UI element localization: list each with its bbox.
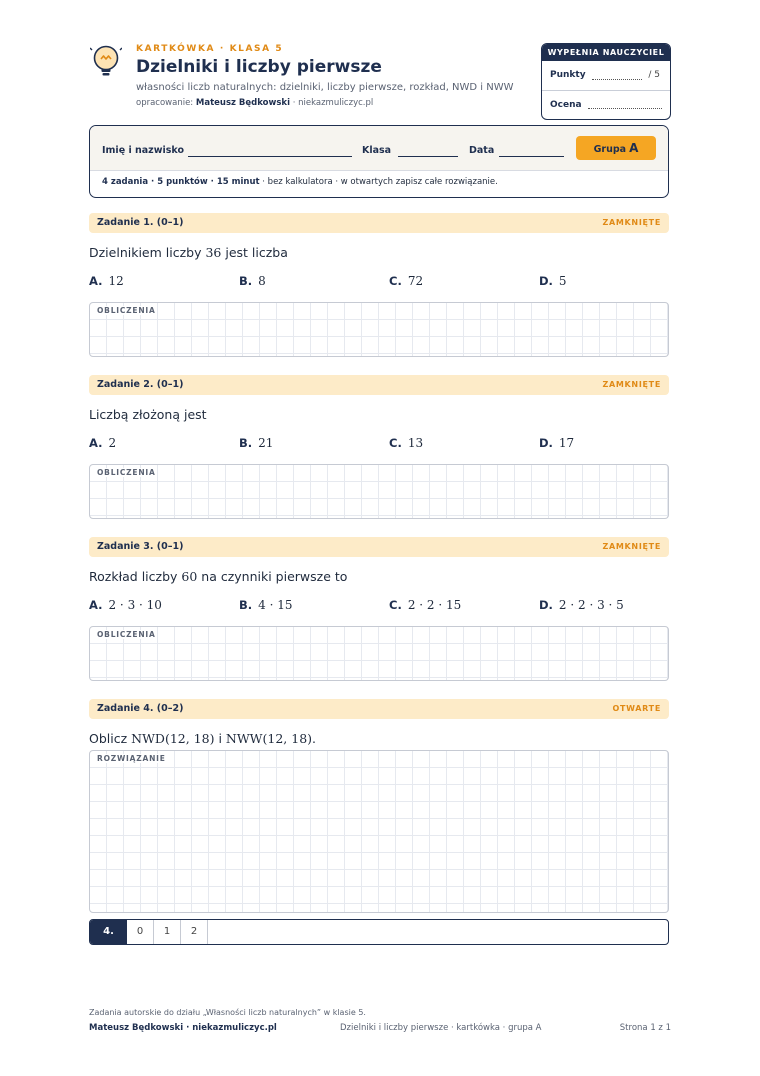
page-number: Strona 1 z 1 bbox=[619, 1023, 671, 1033]
task-2-question bbox=[89, 407, 207, 422]
task-2-answer-c[interactable] bbox=[389, 436, 423, 450]
task-1-header bbox=[89, 213, 669, 233]
student-info-box bbox=[89, 125, 669, 198]
task-4-question bbox=[89, 731, 316, 746]
task-1-name: Zadanie 1. (0–1) bbox=[97, 217, 184, 228]
class-label: Klasa bbox=[362, 145, 392, 156]
answer-value: 5 bbox=[558, 274, 567, 288]
author-site: · niekazmuliczyc.pl bbox=[292, 98, 374, 108]
answer-letter: A. bbox=[89, 598, 103, 612]
task-3-name: Zadanie 3. (0–1) bbox=[97, 541, 184, 552]
answer-letter: D. bbox=[539, 436, 553, 450]
answer-letter: C. bbox=[389, 598, 402, 612]
points-label: Punkty bbox=[550, 70, 586, 80]
task-4-solution-area[interactable] bbox=[89, 750, 669, 913]
work-area-label: OBLICZENIA bbox=[97, 630, 156, 639]
task-1-question bbox=[89, 245, 288, 260]
points-field[interactable] bbox=[592, 79, 642, 80]
task-2-answer-d[interactable] bbox=[539, 436, 574, 450]
task-2-name: Zadanie 2. (0–1) bbox=[97, 379, 184, 390]
answer-letter: B. bbox=[239, 598, 253, 612]
score-task-number: 4. bbox=[90, 920, 127, 944]
group-letter: A bbox=[629, 141, 639, 155]
task-2-work-area[interactable] bbox=[89, 464, 669, 519]
score-option-0[interactable]: 0 bbox=[127, 920, 154, 944]
answer-value: 2 · 2 · 15 bbox=[407, 598, 462, 612]
task-1-question-tail: jest liczba bbox=[221, 245, 288, 260]
task-4-question-math2: NWW(12, 18) bbox=[225, 731, 313, 746]
task-2-answer-a[interactable] bbox=[89, 436, 116, 450]
task-2-type: ZAMKNIĘTE bbox=[602, 380, 661, 389]
author-name: Mateusz Będkowski bbox=[195, 98, 291, 108]
answer-letter: C. bbox=[389, 436, 402, 450]
task-3-answer-c[interactable] bbox=[389, 598, 461, 612]
points-max: / 5 bbox=[648, 70, 660, 80]
task-1-question-text: Dzielnikiem liczby bbox=[89, 245, 206, 260]
date-label: Data bbox=[469, 145, 495, 156]
task-4-score-row bbox=[89, 919, 669, 945]
author-prefix: opracowanie: bbox=[136, 98, 194, 108]
task-4-question-math: NWD(12, 18) bbox=[131, 731, 215, 746]
footer-title: Dzielniki i liczby pierwsze · kartkówka · grupa A bbox=[340, 1023, 542, 1033]
task-3-answer-d[interactable] bbox=[539, 598, 624, 612]
answer-value: 4 · 15 bbox=[258, 598, 293, 612]
answer-letter: D. bbox=[539, 274, 553, 288]
task-3-work-area[interactable] bbox=[89, 626, 669, 681]
author-line bbox=[136, 98, 373, 108]
task-3-question-tail: na czynniki pierwsze to bbox=[197, 569, 348, 584]
task-3-answer-b[interactable] bbox=[239, 598, 293, 612]
footer-author: Mateusz Będkowski · niekazmuliczyc.pl bbox=[89, 1023, 277, 1033]
answer-value: 2 · 3 · 10 bbox=[108, 598, 162, 612]
answer-value: 12 bbox=[108, 274, 124, 288]
footer-note: Zadania autorskie do działu „Własności liczb naturalnych” w klasie 5. bbox=[89, 1008, 366, 1017]
task-1-answer-a[interactable] bbox=[89, 274, 124, 288]
grade-row bbox=[542, 90, 670, 119]
answer-letter: A. bbox=[89, 274, 103, 288]
class-field[interactable] bbox=[398, 156, 458, 157]
name-label: Imię i nazwisko bbox=[102, 145, 184, 156]
answer-value: 72 bbox=[407, 274, 424, 288]
answer-letter: C. bbox=[389, 274, 402, 288]
task-1-answer-b[interactable] bbox=[239, 274, 266, 288]
test-info-bold: 4 zadania · 5 punktów · 15 minut bbox=[102, 177, 260, 187]
task-3-answer-a[interactable] bbox=[89, 598, 162, 612]
worksheet-kicker: KARTKÓWKA · KLASA 5 bbox=[136, 44, 284, 54]
answer-value: 2 · 2 · 3 · 5 bbox=[558, 598, 624, 612]
task-2-header bbox=[89, 375, 669, 395]
group-label: Grupa bbox=[593, 144, 627, 155]
task-2-question-text: Liczbą złożoną jest bbox=[89, 407, 207, 422]
group-badge bbox=[576, 136, 656, 160]
task-1-answer-d[interactable] bbox=[539, 274, 567, 288]
work-area-label: OBLICZENIA bbox=[97, 306, 156, 315]
task-4-question-tail: . bbox=[312, 731, 317, 746]
solution-area-label: ROZWIĄZANIE bbox=[97, 754, 166, 763]
task-1-question-math: 36 bbox=[205, 245, 222, 260]
task-4-header bbox=[89, 699, 669, 719]
page-subtitle: własności liczb naturalnych: dzielniki, liczby pierwsze, rozkład, NWD i NWW bbox=[136, 82, 514, 93]
work-area-label: OBLICZENIA bbox=[97, 468, 156, 477]
answer-value: 8 bbox=[258, 274, 266, 288]
date-field[interactable] bbox=[499, 156, 564, 157]
score-option-2[interactable]: 2 bbox=[181, 920, 208, 944]
name-field[interactable] bbox=[188, 156, 352, 157]
teacher-box-heading: WYPEŁNIA NAUCZYCIEL bbox=[542, 44, 670, 61]
task-2-answer-b[interactable] bbox=[239, 436, 273, 450]
answer-value: 2 bbox=[108, 436, 117, 450]
task-1-type: ZAMKNIĘTE bbox=[602, 218, 661, 227]
answer-value: 13 bbox=[407, 436, 424, 450]
lightbulb-icon bbox=[90, 44, 122, 78]
task-3-header bbox=[89, 537, 669, 557]
test-info bbox=[102, 177, 498, 187]
task-1-work-area[interactable] bbox=[89, 302, 669, 357]
task-4-question-mid: i bbox=[214, 731, 226, 746]
task-4-question-text: Oblicz bbox=[89, 731, 132, 746]
grade-field[interactable] bbox=[588, 108, 662, 109]
points-row bbox=[542, 61, 670, 90]
teacher-box bbox=[541, 43, 671, 120]
test-info-rest: · bez kalkulatora · w otwartych zapisz całe rozwiązanie. bbox=[259, 177, 498, 187]
answer-value: 17 bbox=[558, 436, 575, 450]
answer-letter: D. bbox=[539, 598, 553, 612]
answer-letter: A. bbox=[89, 436, 103, 450]
task-3-question-math: 60 bbox=[181, 569, 198, 584]
task-3-question-text: Rozkład liczby bbox=[89, 569, 182, 584]
student-fields bbox=[90, 126, 668, 171]
task-3-question bbox=[89, 569, 347, 584]
grade-label: Ocena bbox=[550, 100, 582, 110]
answer-letter: B. bbox=[239, 436, 253, 450]
task-4-type: OTWARTE bbox=[612, 704, 661, 713]
score-option-1[interactable]: 1 bbox=[154, 920, 181, 944]
page-title: Dzielniki i liczby pierwsze bbox=[136, 57, 382, 77]
answer-letter: B. bbox=[239, 274, 253, 288]
task-4-name: Zadanie 4. (0–2) bbox=[97, 703, 184, 714]
task-3-type: ZAMKNIĘTE bbox=[602, 542, 661, 551]
answer-value: 21 bbox=[258, 436, 274, 450]
task-1-answer-c[interactable] bbox=[389, 274, 423, 288]
